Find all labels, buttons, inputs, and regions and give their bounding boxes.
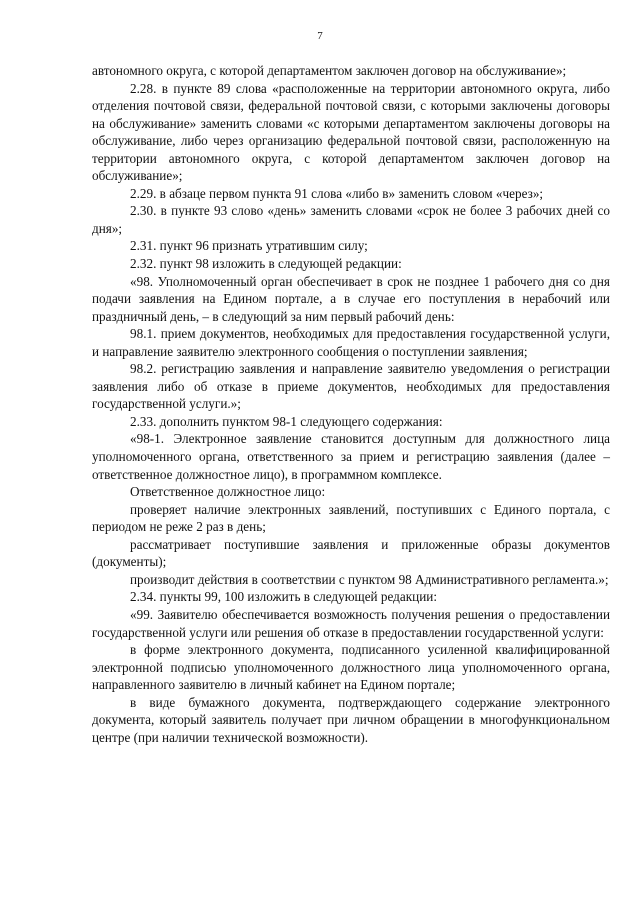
paragraph-reviews-applications: рассматривает поступившие заявления и приложенные образы документов (документы); — [92, 536, 610, 570]
paragraph-responsible-official: Ответственное должностное лицо: — [130, 484, 326, 500]
paragraph-item-2-30: 2.30. в пункте 93 слово «день» заменить словами «срок не более 3 рабочих дней со дня»; — [92, 203, 610, 236]
paragraph-clause-99: «99. Заявителю обеспечивается возможность получения решения о предоставлении государственной услуги или решения об отказе в предоставлении государственной услуги: — [92, 606, 610, 640]
paragraph-clause-98: «98. Уполномоченный орган обеспечивает в срок не позднее 1 рабочего дня со дня подачи заявления на Едином портале, а в случае его поступления в нерабочий или праздничный день, – в следующий за ним первый рабочий день: — [92, 273, 610, 324]
document-body — [92, 62, 610, 746]
paragraph-item-2-29: 2.29. в абзаце первом пункта 91 слова «либо в» заменить словом «через»; — [130, 185, 544, 201]
page-number: 7 — [317, 30, 323, 42]
paragraph-continuation: автономного округа, с которой департаментом заключен договор на обслуживание»; — [92, 63, 567, 78]
paragraph-clause-98-1: 98.1. прием документов, необходимых для предоставления государственной услуги, и направление заявителю электронного сообщения о поступлении заявления; — [92, 326, 610, 359]
paragraph-item-2-33: 2.33. дополнить пунктом 98-1 следующего содержания: — [130, 413, 443, 429]
paragraph-item-2-34: 2.34. пункты 99, 100 изложить в следующей редакции: — [130, 589, 437, 605]
paragraph-clause-98-1-text: «98-1. Электронное заявление становится доступным для должностного лица уполномоченного органа, ответственного за прием и регистрацию заявления (далее – ответственное должностное лицо), в программном комплексе. — [92, 431, 610, 482]
paragraph-performs-actions: производит действия в соответствии с пунктом 98 Административного регламента.»; — [130, 571, 609, 587]
paragraph-electronic-document: в форме электронного документа, подписанного усиленной квалифицированной электронной подписью уполномоченного должностного лица уполномоченного органа, направленного заявителю в личный кабинет на Едином портале; — [92, 642, 610, 693]
paragraph-item-2-28: 2.28. в пункте 89 слова «расположенные на территории автономного округа, либо отделения почтовой связи, федеральной почтовой связи, с которыми заключены договоры на обслуживание» заменить словами «с которыми департаментом заключены договоры на обслуживание, либо через организацию федеральной почтовой связи, расположенную на территории автономного округа, с которой департаментом заключен договор на обслуживание»; — [92, 80, 610, 184]
paragraph-item-2-32: 2.32. пункт 98 изложить в следующей редакции: — [130, 256, 402, 272]
paragraph-clause-98-2: 98.2. регистрацию заявления и направление заявителю уведомления о регистрации заявления либо об отказе в приеме документов, необходимых для предоставления государственной услуги.»; — [92, 361, 610, 412]
paragraph-paper-document: в виде бумажного документа, подтверждающего содержание электронного документа, который заявитель получает при личном обращении в многофункциональном центре (при наличии технической возможности). — [92, 694, 610, 745]
paragraph-item-2-31: 2.31. пункт 96 признать утратившим силу; — [130, 238, 368, 254]
paragraph-checks-applications: проверяет наличие электронных заявлений, поступивших с Единого портала, с периодом не реже 2 раз в день; — [92, 501, 610, 535]
